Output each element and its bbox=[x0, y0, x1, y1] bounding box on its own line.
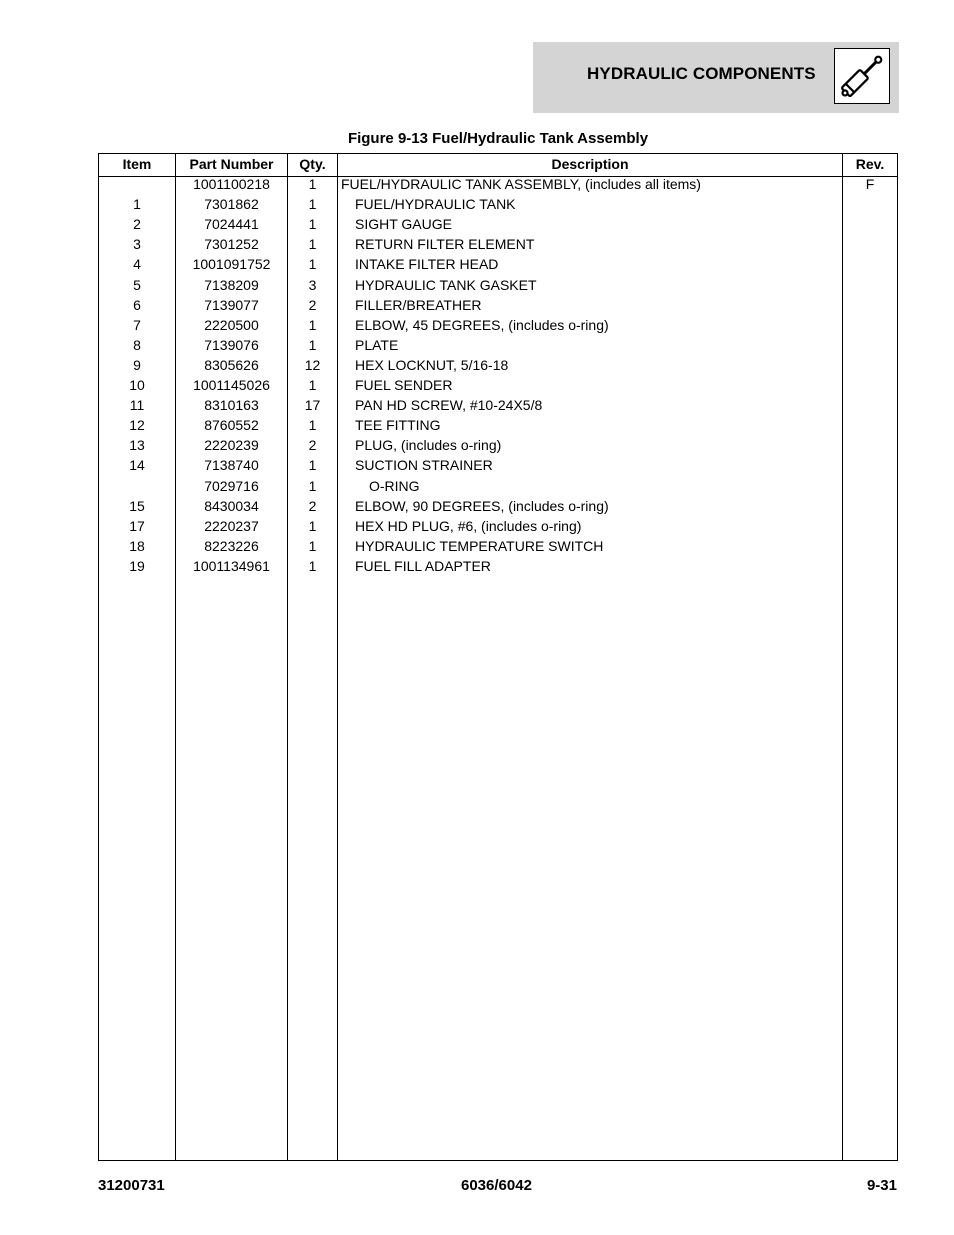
description: HEX LOCKNUT, 5/16-18 bbox=[355, 356, 509, 373]
item-number: 4 bbox=[133, 256, 141, 273]
description: HYDRAULIC TEMPERATURE SWITCH bbox=[355, 537, 604, 554]
table-row bbox=[99, 216, 897, 236]
item-number: 19 bbox=[129, 557, 145, 574]
quantity: 1 bbox=[308, 256, 317, 273]
quantity: 1 bbox=[308, 377, 317, 393]
footer-doc-number: 31200731 bbox=[98, 1177, 165, 1194]
table-row bbox=[99, 256, 897, 276]
table-row bbox=[99, 558, 897, 578]
part-number: 8760552 bbox=[204, 417, 259, 434]
quantity: 1 bbox=[308, 236, 317, 253]
figure-title: Figure 9-13 Fuel/Hydraulic Tank Assembly bbox=[347, 130, 649, 147]
part-number: 2220239 bbox=[204, 437, 259, 454]
column-header-part-number: Part Number bbox=[189, 156, 274, 172]
column-header-qty: Qty. bbox=[299, 156, 326, 172]
description: FUEL FILL ADAPTER bbox=[355, 557, 491, 574]
table-row bbox=[99, 277, 897, 297]
quantity: 3 bbox=[308, 276, 317, 293]
description: INTAKE FILTER HEAD bbox=[355, 256, 499, 273]
quantity: 17 bbox=[304, 397, 321, 414]
part-number: 7024441 bbox=[204, 216, 259, 233]
description: TEE FITTING bbox=[355, 417, 441, 434]
item-number: 17 bbox=[129, 517, 145, 534]
item-number: 8 bbox=[133, 336, 141, 353]
column-header-description: Description bbox=[551, 156, 629, 172]
description: FUEL/HYDRAULIC TANK bbox=[355, 196, 516, 213]
table-row bbox=[99, 457, 897, 477]
section-title: HYDRAULIC COMPONENTS bbox=[587, 64, 816, 83]
part-number: 2220500 bbox=[204, 316, 259, 333]
part-number: 7139076 bbox=[204, 336, 259, 353]
table-row bbox=[99, 236, 897, 256]
quantity: 2 bbox=[308, 437, 317, 454]
quantity: 1 bbox=[308, 176, 317, 192]
item-number: 14 bbox=[129, 457, 145, 474]
revision: F bbox=[865, 176, 875, 192]
table-row bbox=[99, 498, 897, 518]
item-number: 11 bbox=[129, 397, 145, 414]
part-number: 7029716 bbox=[204, 477, 259, 494]
description: SIGHT GAUGE bbox=[355, 216, 452, 233]
table-row bbox=[99, 196, 897, 216]
part-number: 8310163 bbox=[204, 397, 259, 414]
table-row bbox=[99, 417, 897, 437]
description: FUEL SENDER bbox=[355, 377, 453, 393]
item-number: 2 bbox=[133, 216, 141, 233]
quantity: 1 bbox=[308, 316, 317, 333]
description: SUCTION STRAINER bbox=[355, 457, 493, 474]
part-number: 7301862 bbox=[204, 196, 259, 213]
table-row bbox=[99, 518, 897, 538]
item-number: 3 bbox=[133, 236, 141, 253]
part-number: 7301252 bbox=[204, 236, 259, 253]
column-header-item: Item bbox=[122, 156, 152, 172]
description: FILLER/BREATHER bbox=[355, 296, 482, 313]
item-number: 18 bbox=[129, 537, 145, 554]
quantity: 1 bbox=[308, 417, 317, 434]
description: ELBOW, 45 DEGREES, (includes o-ring) bbox=[355, 316, 609, 333]
description: PAN HD SCREW, #10-24X5/8 bbox=[355, 397, 543, 414]
footer-model: 6036/6042 bbox=[461, 1177, 532, 1194]
quantity: 12 bbox=[304, 356, 321, 373]
table-row bbox=[99, 377, 897, 397]
part-number: 1001100218 bbox=[193, 176, 270, 192]
description: ELBOW, 90 DEGREES, (includes o-ring) bbox=[355, 497, 609, 514]
description: HYDRAULIC TANK GASKET bbox=[355, 276, 537, 293]
description: O-RING bbox=[369, 477, 420, 494]
item-number: 7 bbox=[133, 316, 141, 333]
part-number: 1001134961 bbox=[193, 557, 270, 574]
quantity: 2 bbox=[308, 497, 317, 514]
table-row bbox=[99, 357, 897, 377]
part-number: 8305626 bbox=[204, 356, 259, 373]
hydraulic-cylinder-icon bbox=[834, 48, 890, 104]
description: FUEL/HYDRAULIC TANK ASSEMBLY, (includes all items) bbox=[341, 176, 701, 192]
column-header-rev: Rev. bbox=[855, 156, 885, 172]
item-number: 12 bbox=[129, 417, 145, 434]
quantity: 1 bbox=[308, 557, 317, 574]
item-number: 6 bbox=[133, 296, 141, 313]
table-row bbox=[99, 337, 897, 357]
quantity: 1 bbox=[308, 477, 317, 494]
description: PLUG, (includes o-ring) bbox=[355, 437, 502, 454]
table-row bbox=[99, 176, 897, 196]
part-number: 7138740 bbox=[204, 457, 259, 474]
item-number: 13 bbox=[129, 437, 145, 454]
item-number: 15 bbox=[129, 497, 145, 514]
table-row bbox=[99, 297, 897, 317]
quantity: 1 bbox=[308, 517, 317, 534]
part-number: 7139077 bbox=[204, 296, 259, 313]
item-number: 10 bbox=[129, 377, 145, 393]
table-row bbox=[99, 397, 897, 417]
table-row bbox=[99, 437, 897, 457]
part-number: 7138209 bbox=[204, 276, 259, 293]
table-row bbox=[99, 317, 897, 337]
quantity: 1 bbox=[308, 216, 317, 233]
quantity: 1 bbox=[308, 336, 317, 353]
table-row bbox=[99, 478, 897, 498]
quantity: 1 bbox=[308, 537, 317, 554]
description: HEX HD PLUG, #6, (includes o-ring) bbox=[355, 517, 582, 534]
quantity: 1 bbox=[308, 196, 317, 213]
table-row bbox=[99, 538, 897, 558]
description: RETURN FILTER ELEMENT bbox=[355, 236, 535, 253]
quantity: 1 bbox=[308, 457, 317, 474]
part-number: 8223226 bbox=[204, 537, 259, 554]
part-number: 1001091752 bbox=[192, 256, 271, 273]
part-number: 2220237 bbox=[204, 517, 259, 534]
footer-page-number: 9-31 bbox=[866, 1177, 897, 1194]
item-number: 9 bbox=[133, 356, 141, 373]
description: PLATE bbox=[355, 336, 399, 353]
part-number: 8430034 bbox=[204, 497, 259, 514]
item-number: 1 bbox=[133, 196, 141, 213]
item-number: 5 bbox=[133, 276, 141, 293]
quantity: 2 bbox=[308, 296, 317, 313]
parts-table bbox=[98, 153, 898, 1161]
part-number: 1001145026 bbox=[193, 377, 270, 393]
